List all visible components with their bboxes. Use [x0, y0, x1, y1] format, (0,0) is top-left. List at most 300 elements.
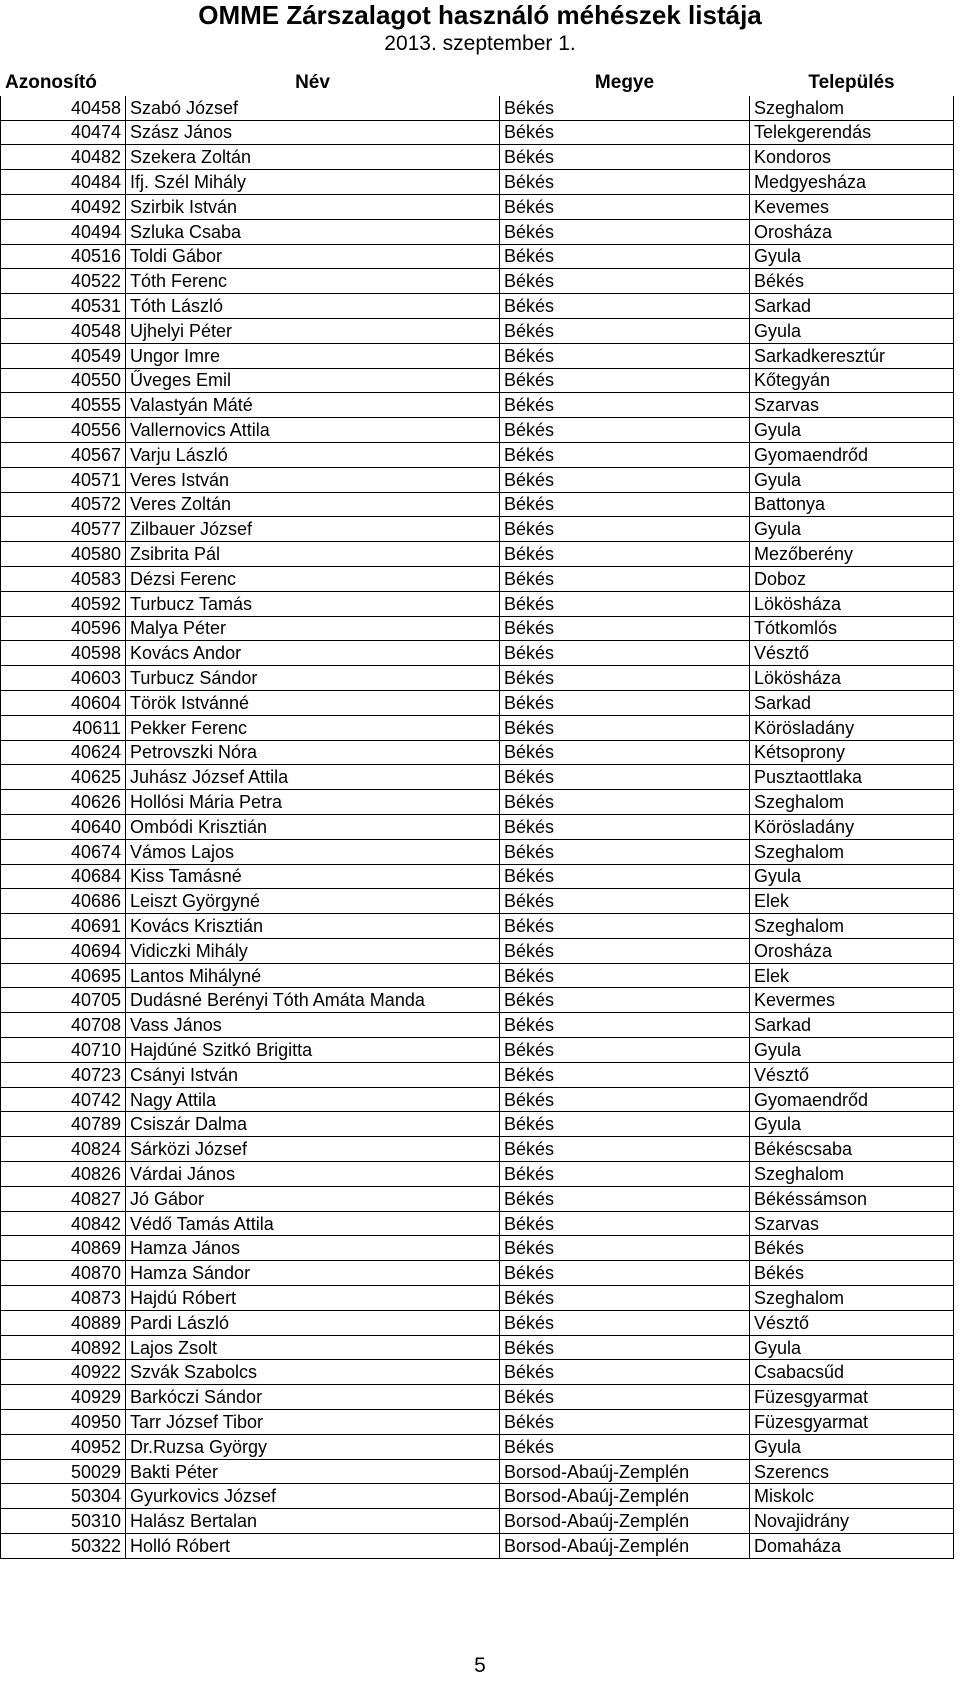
name-cell: Pekker Ferenc [126, 715, 500, 740]
table-row [1, 690, 954, 715]
name-cell: Holló Róbert [126, 1534, 500, 1559]
id-cell: 40873 [1, 1286, 126, 1311]
table-row [1, 666, 954, 691]
table-row [1, 542, 954, 567]
id-cell: 50029 [1, 1459, 126, 1484]
id-cell: 40611 [1, 715, 126, 740]
name-cell: Kiss Tamásné [126, 864, 500, 889]
name-cell: Varju László [126, 442, 500, 467]
settlement-cell: Gyula [750, 517, 954, 542]
name-cell: Szluka Csaba [126, 219, 500, 244]
county-cell: Borsod-Abaúj-Zemplén [500, 1534, 750, 1559]
name-cell: Hajdúné Szitkó Brigitta [126, 1038, 500, 1063]
settlement-cell: Gyula [750, 1112, 954, 1137]
settlement-cell: Battonya [750, 492, 954, 517]
id-cell: 40550 [1, 368, 126, 393]
name-cell: Bakti Péter [126, 1459, 500, 1484]
id-cell: 40596 [1, 616, 126, 641]
county-cell: Békés [500, 1013, 750, 1038]
table-row [1, 442, 954, 467]
name-cell: Gyurkovics József [126, 1484, 500, 1509]
page-subtitle: 2013. szeptember 1. [384, 32, 576, 55]
settlement-cell: Orosháza [750, 938, 954, 963]
id-cell: 40516 [1, 244, 126, 269]
county-cell: Békés [500, 1434, 750, 1459]
name-cell: Várdai János [126, 1162, 500, 1187]
settlement-cell: Békéssámson [750, 1186, 954, 1211]
id-cell: 40869 [1, 1236, 126, 1261]
county-cell: Békés [500, 1186, 750, 1211]
settlement-cell: Gyula [750, 864, 954, 889]
id-cell: 40556 [1, 418, 126, 443]
table-row [1, 988, 954, 1013]
id-cell: 40952 [1, 1434, 126, 1459]
table-row [1, 145, 954, 170]
county-cell: Békés [500, 145, 750, 170]
name-cell: Hollósi Mária Petra [126, 790, 500, 815]
id-cell: 40624 [1, 740, 126, 765]
county-cell: Békés [500, 492, 750, 517]
settlement-cell: Gyomaendrőd [750, 442, 954, 467]
id-cell: 40580 [1, 542, 126, 567]
name-cell: Csányi István [126, 1062, 500, 1087]
table-row [1, 1310, 954, 1335]
name-cell: Vass János [126, 1013, 500, 1038]
table-row [1, 1038, 954, 1063]
county-cell: Békés [500, 368, 750, 393]
settlement-cell: Körösladány [750, 715, 954, 740]
county-cell: Borsod-Abaúj-Zemplén [500, 1459, 750, 1484]
table-row [1, 393, 954, 418]
id-cell: 40625 [1, 765, 126, 790]
county-cell: Békés [500, 790, 750, 815]
table-row [1, 765, 954, 790]
name-cell: Lantos Mihályné [126, 963, 500, 988]
settlement-cell: Pusztaottlaka [750, 765, 954, 790]
county-cell: Békés [500, 666, 750, 691]
settlement-cell: Kétsoprony [750, 740, 954, 765]
county-cell: Békés [500, 393, 750, 418]
county-cell: Békés [500, 765, 750, 790]
county-cell: Békés [500, 616, 750, 641]
county-cell: Békés [500, 1038, 750, 1063]
id-cell: 40742 [1, 1087, 126, 1112]
name-cell: Veres István [126, 467, 500, 492]
page-title: OMME Zárszalagot használó méhészek listája [198, 0, 762, 30]
county-cell: Békés [500, 517, 750, 542]
table-row [1, 1137, 954, 1162]
settlement-cell: Gyula [750, 467, 954, 492]
id-cell: 40870 [1, 1261, 126, 1286]
county-cell: Békés [500, 170, 750, 195]
table-row [1, 418, 954, 443]
county-cell: Békés [500, 914, 750, 939]
county-cell: Békés [500, 467, 750, 492]
table-row [1, 294, 954, 319]
table-row [1, 1013, 954, 1038]
table-row [1, 1062, 954, 1087]
name-cell: Szabó József [126, 95, 500, 120]
table-row [1, 120, 954, 145]
settlement-cell: Békés [750, 269, 954, 294]
name-cell: Halász Bertalan [126, 1509, 500, 1534]
settlement-cell: Füzesgyarmat [750, 1385, 954, 1410]
county-cell: Békés [500, 938, 750, 963]
settlement-cell: Lökösháza [750, 666, 954, 691]
settlement-cell: Elek [750, 963, 954, 988]
id-cell: 40494 [1, 219, 126, 244]
table-row [1, 517, 954, 542]
id-cell: 40826 [1, 1162, 126, 1187]
id-cell: 40571 [1, 467, 126, 492]
table-row [1, 1261, 954, 1286]
table-row [1, 938, 954, 963]
beekeeper-table [0, 70, 954, 1559]
id-cell: 40684 [1, 864, 126, 889]
settlement-cell: Szeghalom [750, 790, 954, 815]
table-row [1, 194, 954, 219]
table-row [1, 1162, 954, 1187]
settlement-cell: Vésztő [750, 641, 954, 666]
id-cell: 40708 [1, 1013, 126, 1038]
id-cell: 40598 [1, 641, 126, 666]
name-cell: Dudásné Berényi Tóth Amáta Manda [126, 988, 500, 1013]
page-number: 5 [474, 1654, 486, 1677]
county-cell: Békés [500, 963, 750, 988]
county-cell: Békés [500, 442, 750, 467]
name-cell: Turbucz Tamás [126, 591, 500, 616]
table-row [1, 864, 954, 889]
table-row [1, 1459, 954, 1484]
table-row [1, 616, 954, 641]
settlement-cell: Sarkad [750, 690, 954, 715]
table-row [1, 368, 954, 393]
name-cell: Űveges Emil [126, 368, 500, 393]
table-row [1, 1211, 954, 1236]
table-row [1, 1087, 954, 1112]
settlement-cell: Mezőberény [750, 542, 954, 567]
settlement-cell: Sarkad [750, 294, 954, 319]
id-cell: 40789 [1, 1112, 126, 1137]
id-cell: 40842 [1, 1211, 126, 1236]
settlement-cell: Gyula [750, 318, 954, 343]
table-row [1, 318, 954, 343]
county-cell: Békés [500, 1261, 750, 1286]
table-row [1, 591, 954, 616]
table-row [1, 889, 954, 914]
name-cell: Vámos Lajos [126, 839, 500, 864]
table-row [1, 790, 954, 815]
table-row [1, 1286, 954, 1311]
id-cell: 40710 [1, 1038, 126, 1063]
table-row [1, 95, 954, 120]
settlement-cell: Szarvas [750, 393, 954, 418]
settlement-cell: Békés [750, 1261, 954, 1286]
settlement-cell: Kevemes [750, 194, 954, 219]
name-cell: Petrovszki Nóra [126, 740, 500, 765]
settlement-cell: Gyula [750, 244, 954, 269]
county-cell: Borsod-Abaúj-Zemplén [500, 1509, 750, 1534]
settlement-cell: Novajidrány [750, 1509, 954, 1534]
settlement-cell: Telekgerendás [750, 120, 954, 145]
county-cell: Békés [500, 1112, 750, 1137]
name-cell: Hajdú Róbert [126, 1286, 500, 1311]
name-cell: Ungor Imre [126, 343, 500, 368]
id-cell: 50304 [1, 1484, 126, 1509]
county-cell: Békés [500, 566, 750, 591]
name-cell: Sárközi József [126, 1137, 500, 1162]
id-cell: 40686 [1, 889, 126, 914]
county-cell: Békés [500, 641, 750, 666]
name-cell: Kovács Andor [126, 641, 500, 666]
id-cell: 40548 [1, 318, 126, 343]
name-cell: Védő Tamás Attila [126, 1211, 500, 1236]
column-header-settlement: Település [750, 71, 954, 96]
county-cell: Békés [500, 1310, 750, 1335]
id-cell: 40577 [1, 517, 126, 542]
id-cell: 40705 [1, 988, 126, 1013]
id-cell: 40929 [1, 1385, 126, 1410]
id-cell: 40950 [1, 1410, 126, 1435]
settlement-cell: Miskolc [750, 1484, 954, 1509]
table-row [1, 1186, 954, 1211]
name-cell: Malya Péter [126, 616, 500, 641]
id-cell: 40922 [1, 1360, 126, 1385]
id-cell: 40889 [1, 1310, 126, 1335]
id-cell: 40695 [1, 963, 126, 988]
name-cell: Nagy Attila [126, 1087, 500, 1112]
name-cell: Jó Gábor [126, 1186, 500, 1211]
table-row [1, 641, 954, 666]
settlement-cell: Körösladány [750, 814, 954, 839]
id-cell: 40824 [1, 1137, 126, 1162]
county-cell: Békés [500, 1162, 750, 1187]
id-cell: 40691 [1, 914, 126, 939]
name-cell: Tóth László [126, 294, 500, 319]
id-cell: 40567 [1, 442, 126, 467]
name-cell: Vidiczki Mihály [126, 938, 500, 963]
id-cell: 40674 [1, 839, 126, 864]
table-row [1, 219, 954, 244]
id-cell: 40603 [1, 666, 126, 691]
county-cell: Békés [500, 343, 750, 368]
county-cell: Békés [500, 740, 750, 765]
county-cell: Békés [500, 1236, 750, 1261]
table-row [1, 492, 954, 517]
county-cell: Békés [500, 95, 750, 120]
settlement-cell: Szeghalom [750, 839, 954, 864]
table-row [1, 1112, 954, 1137]
name-cell: Pardi László [126, 1310, 500, 1335]
county-cell: Békés [500, 1335, 750, 1360]
county-cell: Békés [500, 1137, 750, 1162]
name-cell: Hamza János [126, 1236, 500, 1261]
table-row [1, 1360, 954, 1385]
name-cell: Juhász József Attila [126, 765, 500, 790]
table-row [1, 740, 954, 765]
name-cell: Dézsi Ferenc [126, 566, 500, 591]
table-row [1, 467, 954, 492]
name-cell: Ifj. Szél Mihály [126, 170, 500, 195]
name-cell: Csiszár Dalma [126, 1112, 500, 1137]
id-cell: 40492 [1, 194, 126, 219]
county-cell: Békés [500, 889, 750, 914]
settlement-cell: Vésztő [750, 1310, 954, 1335]
table-header-row [1, 71, 954, 96]
id-cell: 50322 [1, 1534, 126, 1559]
column-header-name: Név [126, 71, 500, 96]
county-cell: Békés [500, 839, 750, 864]
table-row [1, 1509, 954, 1534]
settlement-cell: Tótkomlós [750, 616, 954, 641]
county-cell: Borsod-Abaúj-Zemplén [500, 1484, 750, 1509]
name-cell: Hamza Sándor [126, 1261, 500, 1286]
settlement-cell: Szeghalom [750, 95, 954, 120]
settlement-cell: Elek [750, 889, 954, 914]
settlement-cell: Gyula [750, 1335, 954, 1360]
settlement-cell: Csabacsűd [750, 1360, 954, 1385]
settlement-cell: Lökösháza [750, 591, 954, 616]
county-cell: Békés [500, 715, 750, 740]
table-row [1, 1534, 954, 1559]
table-row [1, 1335, 954, 1360]
settlement-cell: Szeghalom [750, 1162, 954, 1187]
settlement-cell: Füzesgyarmat [750, 1410, 954, 1435]
id-cell: 40626 [1, 790, 126, 815]
column-header-county: Megye [500, 71, 750, 96]
column-header-id: Azonosító [1, 71, 126, 96]
table-row [1, 839, 954, 864]
id-cell: 40555 [1, 393, 126, 418]
table-row [1, 244, 954, 269]
settlement-cell: Gyula [750, 418, 954, 443]
settlement-cell: Kondoros [750, 145, 954, 170]
name-cell: Zsibrita Pál [126, 542, 500, 567]
county-cell: Békés [500, 318, 750, 343]
county-cell: Békés [500, 1087, 750, 1112]
county-cell: Békés [500, 1360, 750, 1385]
county-cell: Békés [500, 244, 750, 269]
name-cell: Szász János [126, 120, 500, 145]
name-cell: Lajos Zsolt [126, 1335, 500, 1360]
county-cell: Békés [500, 294, 750, 319]
name-cell: Leiszt Györgyné [126, 889, 500, 914]
table-row [1, 343, 954, 368]
id-cell: 40640 [1, 814, 126, 839]
id-cell: 40572 [1, 492, 126, 517]
id-cell: 40694 [1, 938, 126, 963]
settlement-cell: Szerencs [750, 1459, 954, 1484]
settlement-cell: Kőtegyán [750, 368, 954, 393]
name-cell: Szekera Zoltán [126, 145, 500, 170]
county-cell: Békés [500, 814, 750, 839]
name-cell: Tarr József Tibor [126, 1410, 500, 1435]
id-cell: 40522 [1, 269, 126, 294]
name-cell: Tóth Ferenc [126, 269, 500, 294]
id-cell: 40892 [1, 1335, 126, 1360]
county-cell: Békés [500, 1062, 750, 1087]
settlement-cell: Medgyesháza [750, 170, 954, 195]
id-cell: 40827 [1, 1186, 126, 1211]
id-cell: 40604 [1, 690, 126, 715]
name-cell: Szvák Szabolcs [126, 1360, 500, 1385]
settlement-cell: Békéscsaba [750, 1137, 954, 1162]
name-cell: Kovács Krisztián [126, 914, 500, 939]
table-row [1, 269, 954, 294]
name-cell: Valastyán Máté [126, 393, 500, 418]
settlement-cell: Sarkadkeresztúr [750, 343, 954, 368]
id-cell: 40549 [1, 343, 126, 368]
name-cell: Veres Zoltán [126, 492, 500, 517]
county-cell: Békés [500, 988, 750, 1013]
id-cell: 40484 [1, 170, 126, 195]
table-row [1, 963, 954, 988]
id-cell: 40592 [1, 591, 126, 616]
settlement-cell: Szeghalom [750, 1286, 954, 1311]
county-cell: Békés [500, 219, 750, 244]
table-row [1, 715, 954, 740]
table-row [1, 1236, 954, 1261]
id-cell: 40458 [1, 95, 126, 120]
settlement-cell: Szarvas [750, 1211, 954, 1236]
table-row [1, 814, 954, 839]
name-cell: Ombódi Krisztián [126, 814, 500, 839]
settlement-cell: Orosháza [750, 219, 954, 244]
table-row [1, 914, 954, 939]
county-cell: Békés [500, 418, 750, 443]
name-cell: Turbucz Sándor [126, 666, 500, 691]
county-cell: Békés [500, 1385, 750, 1410]
settlement-cell: Békés [750, 1236, 954, 1261]
county-cell: Békés [500, 864, 750, 889]
settlement-cell: Gyula [750, 1038, 954, 1063]
name-cell: Szirbik István [126, 194, 500, 219]
county-cell: Békés [500, 194, 750, 219]
table-row [1, 1484, 954, 1509]
id-cell: 40583 [1, 566, 126, 591]
county-cell: Békés [500, 1410, 750, 1435]
table-row [1, 1385, 954, 1410]
table-row [1, 1434, 954, 1459]
county-cell: Békés [500, 690, 750, 715]
settlement-cell: Doboz [750, 566, 954, 591]
name-cell: Toldi Gábor [126, 244, 500, 269]
name-cell: Dr.Ruzsa György [126, 1434, 500, 1459]
settlement-cell: Gyula [750, 1434, 954, 1459]
table-row [1, 566, 954, 591]
name-cell: Török Istvánné [126, 690, 500, 715]
id-cell: 40474 [1, 120, 126, 145]
id-cell: 40482 [1, 145, 126, 170]
settlement-cell: Vésztő [750, 1062, 954, 1087]
county-cell: Békés [500, 591, 750, 616]
name-cell: Barkóczi Sándor [126, 1385, 500, 1410]
name-cell: Zilbauer József [126, 517, 500, 542]
settlement-cell: Kevermes [750, 988, 954, 1013]
county-cell: Békés [500, 542, 750, 567]
settlement-cell: Szeghalom [750, 914, 954, 939]
name-cell: Ujhelyi Péter [126, 318, 500, 343]
id-cell: 40531 [1, 294, 126, 319]
county-cell: Békés [500, 1286, 750, 1311]
table-row [1, 170, 954, 195]
county-cell: Békés [500, 120, 750, 145]
settlement-cell: Gyomaendrőd [750, 1087, 954, 1112]
settlement-cell: Domaháza [750, 1534, 954, 1559]
id-cell: 40723 [1, 1062, 126, 1087]
settlement-cell: Sarkad [750, 1013, 954, 1038]
id-cell: 50310 [1, 1509, 126, 1534]
